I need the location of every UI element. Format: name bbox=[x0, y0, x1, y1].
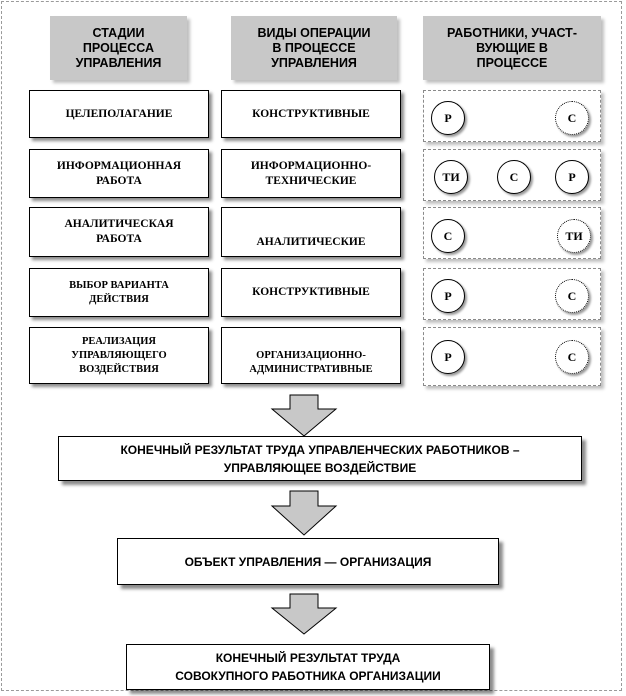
managerial-result-box: КОНЕЧНЫЙ РЕЗУЛЬТАТ ТРУДА УПРАВЛЕНЧЕСКИХ РАБОТНИКОВ – УПРАВЛЯЮЩЕЕ ВОЗДЕЙСТВИЕ bbox=[58, 436, 582, 481]
worker-circle-s: С bbox=[555, 279, 589, 313]
down-arrow-icon bbox=[266, 593, 350, 637]
header-operations: ВИДЫ ОПЕРАЦИИ В ПРОЦЕССЕ УПРАВЛЕНИЯ bbox=[231, 16, 397, 80]
header-workers: РАБОТНИКИ, УЧАСТ- ВУЮЩИЕ В ПРОЦЕССЕ bbox=[423, 16, 601, 80]
stage-goal-setting: ЦЕЛЕПОЛАГАНИЕ bbox=[29, 90, 209, 138]
final-result-box: КОНЕЧНЫЙ РЕЗУЛЬТАТ ТРУДА СОВОКУПНОГО РАБОТНИКА ОРГАНИЗАЦИИ bbox=[126, 644, 490, 690]
worker-circle-s: С bbox=[497, 160, 531, 194]
operation-information-technical: ИНФОРМАЦИОННО- ТЕХНИЧЕСКИЕ bbox=[221, 149, 401, 198]
down-arrow-icon bbox=[266, 490, 350, 538]
management-object-box: ОБЪЕКТ УПРАВЛЕНИЯ — ОРГАНИЗАЦИЯ bbox=[117, 538, 499, 585]
stage-information-work: ИНФОРМАЦИОННАЯ РАБОТА bbox=[29, 149, 209, 198]
worker-circle-ti: ТИ bbox=[557, 219, 591, 253]
worker-circle-s: С bbox=[555, 101, 589, 135]
operation-organizational-administrative: ОРГАНИЗАЦИОННО- АДМИНИСТРАТИВНЫЕ bbox=[221, 327, 401, 384]
worker-circle-s: С bbox=[431, 219, 465, 253]
operation-analytical: АНАЛИТИЧЕСКИЕ bbox=[221, 207, 401, 257]
stage-action-choice: ВЫБОР ВАРИАНТА ДЕЙСТВИЯ bbox=[29, 268, 209, 317]
operation-constructive: КОНСТРУКТИВНЫЕ bbox=[221, 90, 401, 138]
worker-circle-ti: ТИ bbox=[434, 160, 468, 194]
operation-constructive: КОНСТРУКТИВНЫЕ bbox=[221, 268, 401, 317]
down-arrow-icon bbox=[266, 394, 350, 438]
worker-circle-s: С bbox=[555, 340, 589, 374]
header-stages: СТАДИИ ПРОЦЕССА УПРАВЛЕНИЯ bbox=[50, 16, 187, 80]
worker-circle-r: Р bbox=[431, 340, 465, 374]
worker-circle-r: Р bbox=[431, 101, 465, 135]
worker-circle-r: Р bbox=[555, 160, 589, 194]
worker-circle-r: Р bbox=[431, 279, 465, 313]
stage-analytical-work: АНАЛИТИЧЕСКАЯ РАБОТА bbox=[29, 207, 209, 257]
stage-implementation: РЕАЛИЗАЦИЯ УПРАВЛЯЮЩЕГО ВОЗДЕЙСТВИЯ bbox=[29, 327, 209, 384]
